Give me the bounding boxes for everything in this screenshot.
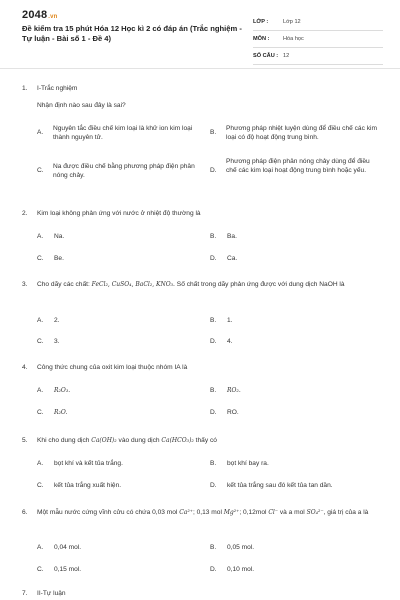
formula-caoh2: Ca(OH)₂ bbox=[91, 437, 117, 444]
option-text: Nguyên tắc điều chế kim loại là khử ion kim loại thành nguyên tử. bbox=[53, 125, 193, 141]
site-logo[interactable] bbox=[22, 9, 58, 21]
question-text-e: , giá trị của a là bbox=[323, 509, 369, 516]
option-letter: C. bbox=[37, 482, 44, 489]
option-letter: A. bbox=[37, 544, 44, 551]
question-text: I-Trắc nghiệm bbox=[37, 85, 78, 92]
question-number: 2. bbox=[22, 210, 28, 217]
question-text: II-Tự luận bbox=[37, 590, 66, 597]
option-text: Ca. bbox=[227, 255, 238, 262]
question-number: 7. bbox=[22, 590, 28, 597]
ion-cl: Cl⁻ bbox=[268, 509, 278, 516]
option-letter: C. bbox=[37, 338, 44, 345]
page-header bbox=[0, 0, 400, 68]
question-text-a: Một mẫu nước cứng vĩnh cửu có chứa 0,03 mol bbox=[37, 509, 178, 516]
question-number: 3. bbox=[22, 281, 28, 288]
option-letter: B. bbox=[210, 233, 217, 240]
option-text: RO. bbox=[227, 409, 239, 416]
question-text-post: thấy có bbox=[195, 437, 217, 444]
question-text: Công thức chung của oxit kim loại thuộc nhóm IA là bbox=[37, 364, 188, 371]
option-letter: D. bbox=[210, 338, 217, 345]
option-formula: R₂O. bbox=[54, 409, 68, 416]
option-letter: D. bbox=[210, 409, 217, 416]
grade-value: Lớp 12 bbox=[283, 19, 301, 25]
meta-row-grade bbox=[253, 16, 383, 31]
option-letter: C. bbox=[37, 409, 44, 416]
option-text: kết tủa trắng sau đó kết tủa tan dần. bbox=[227, 482, 333, 489]
option-letter: A. bbox=[37, 233, 44, 240]
option-text: bọt khí bay ra. bbox=[227, 460, 269, 467]
count-label: SỐ CÂU : bbox=[253, 53, 279, 59]
formula-cahco32: Ca(HCO₃)₂ bbox=[161, 437, 194, 444]
question-text-pre: Cho dãy các chất: bbox=[37, 281, 90, 288]
document-title: Đề kiểm tra 15 phút Hóa 12 Học kì 2 có đáp án (Trắc nghiệm - Tự luận - Bài số 1 - Đề 4) bbox=[22, 24, 242, 43]
option-text: Phương pháp điện phân nóng chảy dùng để điều chế các kim loại hoạt động trung bình hoặc yếu. bbox=[226, 158, 370, 174]
question-text-post: Số chất trong dãy phản ứng được với dung dịch NaOH là bbox=[176, 281, 345, 288]
ion-so4: SO₄²⁻ bbox=[306, 509, 324, 516]
question-number: 4. bbox=[22, 364, 28, 371]
formula-fecl2: FeCl₂, bbox=[91, 281, 110, 288]
question-subtext: Nhận định nào sau đây là sai? bbox=[37, 102, 126, 109]
question-text-b: ; 0,13 mol bbox=[192, 509, 222, 516]
option-text: 0,05 mol. bbox=[227, 544, 255, 551]
option-text: 1. bbox=[227, 317, 233, 324]
option-text: Phương pháp nhiệt luyện dùng để điều chế các kim loại có độ hoạt động trung bình. bbox=[226, 125, 377, 141]
option-letter: B. bbox=[210, 129, 217, 136]
option-letter: D. bbox=[210, 167, 217, 174]
option-text: Be. bbox=[54, 255, 64, 262]
option-letter: C. bbox=[37, 167, 44, 174]
option-letter: C. bbox=[37, 566, 44, 573]
option-text: Na. bbox=[54, 233, 65, 240]
meta-row-count bbox=[253, 50, 383, 65]
formula-kno3: KNO₃. bbox=[155, 281, 175, 288]
formula-cuso4: CuSO₄, bbox=[111, 281, 134, 288]
ion-ca: Ca²⁺ bbox=[179, 509, 193, 516]
formula-bacl2: BaCl₂, bbox=[135, 281, 155, 288]
option-formula: RO₂. bbox=[227, 387, 241, 394]
option-text: 0,15 mol. bbox=[54, 566, 82, 573]
option-letter: D. bbox=[210, 255, 217, 262]
option-letter: A. bbox=[37, 387, 44, 394]
question-text-mid: vào dung dịch bbox=[118, 437, 160, 444]
option-letter: B. bbox=[210, 317, 217, 324]
question-text bbox=[37, 280, 382, 289]
option-letter: A. bbox=[37, 317, 44, 324]
count-value: 12 bbox=[283, 53, 290, 59]
option-letter: D. bbox=[210, 566, 217, 573]
option-text: 3. bbox=[54, 338, 60, 345]
question-text-d: và a mol bbox=[279, 509, 305, 516]
option-formula: R₂O₃. bbox=[54, 387, 71, 394]
question-text-pre: Khi cho dung dịch bbox=[37, 437, 90, 444]
option-letter: D. bbox=[210, 482, 217, 489]
logo-text: 2048 bbox=[22, 9, 48, 21]
option-text: Na được điều chế bằng phương pháp điện phân nóng chảy. bbox=[53, 163, 195, 179]
option-text: Ba. bbox=[227, 233, 237, 240]
option-letter: B. bbox=[210, 544, 217, 551]
option-letter: A. bbox=[37, 129, 44, 136]
option-text: 4. bbox=[227, 338, 233, 345]
grade-label: LỚP : bbox=[253, 19, 269, 25]
option-text: 0,10 mol. bbox=[227, 566, 255, 573]
question-text bbox=[37, 436, 382, 445]
subject-value: Hóa học bbox=[283, 36, 304, 42]
question-number: 5. bbox=[22, 437, 28, 444]
subject-label: MÔN : bbox=[253, 36, 270, 42]
meta-panel bbox=[253, 16, 383, 67]
question-number: 1. bbox=[22, 85, 28, 92]
option-letter: B. bbox=[210, 387, 217, 394]
question-number: 6. bbox=[22, 509, 28, 516]
logo-suffix: .vn bbox=[48, 14, 58, 20]
option-text: 2. bbox=[54, 317, 60, 324]
question-text bbox=[37, 508, 382, 517]
header-divider bbox=[0, 68, 400, 69]
option-letter: C. bbox=[37, 255, 44, 262]
ion-mg: Mg²⁺ bbox=[223, 509, 240, 516]
option-letter: A. bbox=[37, 460, 44, 467]
option-text: bọt khí và kết tủa trắng. bbox=[54, 460, 123, 467]
meta-row-subject bbox=[253, 33, 383, 48]
option-letter: B. bbox=[210, 460, 217, 467]
option-text: 0,04 mol. bbox=[54, 544, 82, 551]
question-text-c: ; 0,12mol bbox=[239, 509, 267, 516]
question-text: Kim loại không phản ứng với nước ở nhiệt độ thường là bbox=[37, 210, 201, 217]
option-text: kết tủa trắng xuất hiện. bbox=[54, 482, 122, 489]
